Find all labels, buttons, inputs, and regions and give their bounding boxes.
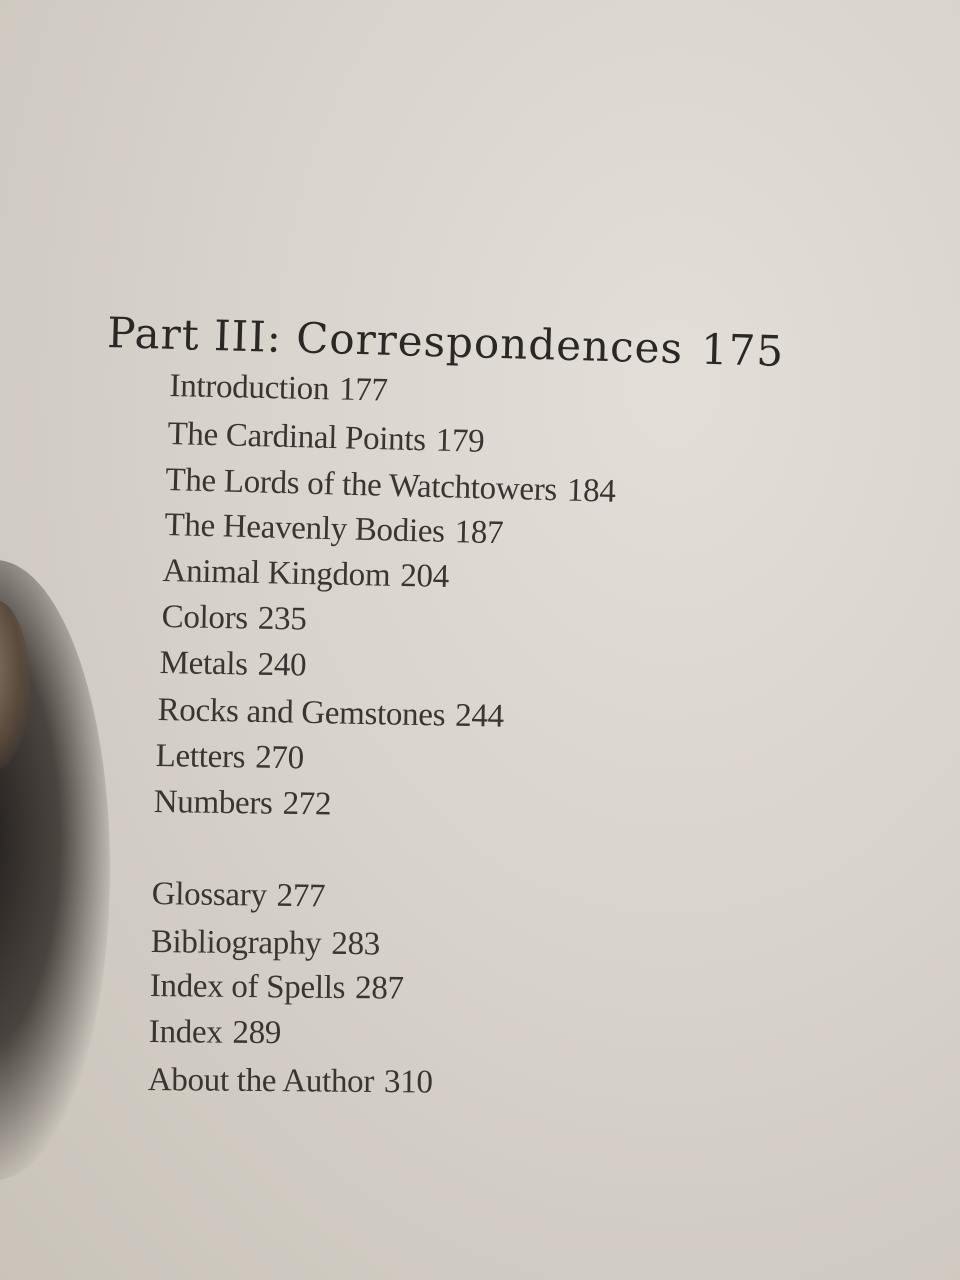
entry-page: 289 [232,1014,282,1052]
entry-page: 283 [331,925,381,963]
entry-title: Animal Kingdom [162,553,391,594]
toc-entry [153,784,331,823]
entry-title: Glossary [151,876,267,914]
toc-entry [159,645,306,685]
entry-title: The Heavenly Bodies [164,507,446,550]
entry-page: 287 [354,970,404,1007]
entry-title: The Cardinal Points [167,416,427,459]
entry-title: About the Author [147,1062,375,1100]
entry-title: Numbers [153,784,273,822]
part-title: Part III: Correspondences [106,308,684,374]
part-heading [107,308,785,376]
entry-title: Rocks and Gemstones [157,692,446,734]
entry-page: 184 [566,472,617,510]
entry-page: 235 [257,600,307,638]
entry-title: Index [148,1014,223,1051]
entry-page: 270 [254,739,305,777]
entry-page: 277 [276,877,326,915]
toc-entry [155,738,304,777]
entry-title: Bibliography [150,924,322,962]
toc-entry [162,553,449,596]
toc-entry [150,968,404,1008]
entry-page: 187 [454,514,504,552]
toc-entry [161,599,306,639]
entry-page: 310 [383,1064,433,1101]
toc-entry [169,368,388,410]
entry-page: 204 [399,557,450,595]
toc-entry [167,416,485,461]
toc-entry [151,876,325,915]
toc-entry [151,924,381,963]
toc-entry [149,1014,282,1052]
entry-title: Letters [155,738,246,776]
entry-title: Metals [159,645,249,683]
part-page-number: 175 [700,324,785,376]
entry-page: 244 [454,697,505,735]
entry-title: The Lords of the Watchtowers [165,462,558,509]
entry-title: Colors [161,599,249,637]
entry-title: Index of Spells [149,968,346,1007]
toc-entry [157,692,504,736]
entry-page: 179 [435,422,485,460]
entry-title: Introduction [169,368,330,408]
entry-page: 272 [282,785,332,823]
entry-page: 240 [257,646,307,684]
entry-page: 177 [338,371,389,409]
toc-entry [165,462,616,511]
toc-entry [164,507,504,552]
toc-entry [148,1062,433,1101]
